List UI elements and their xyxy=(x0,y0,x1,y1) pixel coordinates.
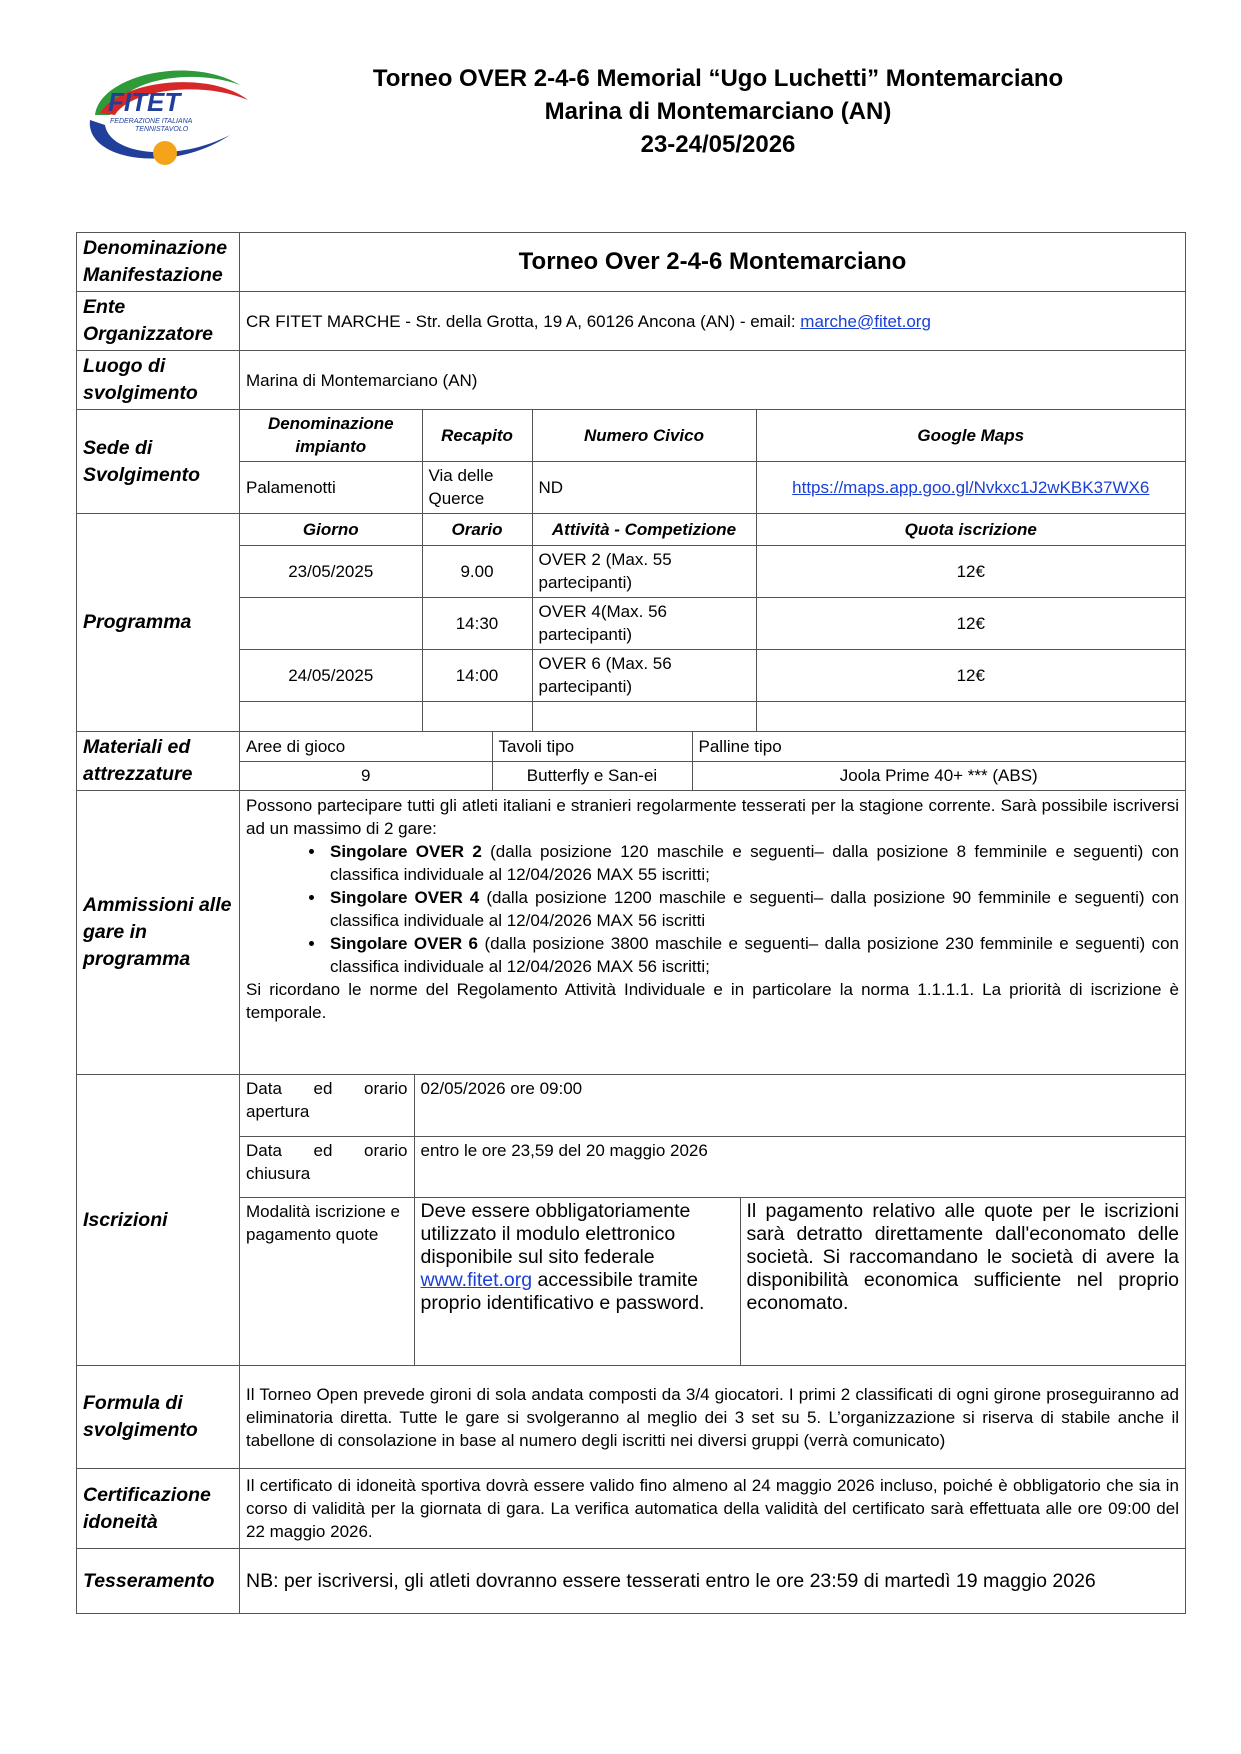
materiali-table xyxy=(240,732,1185,790)
logo-ball xyxy=(153,141,177,165)
empty-cell xyxy=(756,701,1185,731)
ammissioni-item-text: (dalla posizione 1200 maschile e seguenti– dalla posizione 90 femminile e seguenti) con classifica individuale al 12/04/2026 MAX 56 iscritti xyxy=(330,888,1180,930)
prog-attivita: OVER 2 (Max. 55 partecipanti) xyxy=(532,545,756,597)
label-tesseramento: Tesseramento xyxy=(77,1549,240,1614)
organizer-email-link[interactable]: marche@fitet.org xyxy=(800,311,931,331)
ammissioni-cell xyxy=(240,791,1186,1075)
row-ammissioni xyxy=(77,791,1186,1075)
prog-giorno: 23/05/2025 xyxy=(240,545,422,597)
empty-cell xyxy=(422,701,532,731)
sede-recapito: Via delle Querce xyxy=(422,461,532,513)
apertura-label: Data ed orario apertura xyxy=(240,1075,414,1136)
venue-location: Marina di Montemarciano (AN) xyxy=(240,351,1186,410)
label-luogo: Luogo di svolgimento xyxy=(77,351,240,410)
apertura-value: 02/05/2026 ore 09:00 xyxy=(414,1075,1185,1136)
google-maps-link[interactable]: https://maps.app.goo.gl/Nvkxc1J2wKBK37WX6 xyxy=(792,477,1150,497)
prog-row xyxy=(240,649,1185,701)
header-title: Torneo OVER 2-4-6 Memorial “Ugo Luchetti” Montemarciano xyxy=(372,65,1064,92)
mat-header-palline: Palline tipo xyxy=(692,732,1185,761)
logo-subtitle-1: FEDERAZIONE ITALIANA xyxy=(110,118,193,125)
document-header xyxy=(255,62,1181,161)
ammissioni-item xyxy=(326,840,1179,886)
tesseramento-text: NB: per iscriversi, gli atleti dovranno essere tesserati entro le ore 23:59 di martedì 19 maggio 2026 xyxy=(240,1549,1186,1614)
prog-header-orario: Orario xyxy=(422,514,532,545)
modalita-cell xyxy=(414,1197,740,1365)
sede-civico: ND xyxy=(532,461,756,513)
ammissioni-item xyxy=(326,932,1179,978)
event-name: Torneo Over 2-4-6 Montemarciano xyxy=(240,233,1186,292)
sede-cell xyxy=(240,410,1186,514)
ammissioni-item-title: Singolare OVER 2 xyxy=(330,842,482,861)
header-dates: 23-24/05/2026 xyxy=(640,131,796,158)
mat-aree: 9 xyxy=(240,761,492,790)
empty-cell xyxy=(240,701,422,731)
prog-attivita: OVER 6 (Max. 56 partecipanti) xyxy=(532,649,756,701)
fitet-logo xyxy=(80,55,255,175)
row-certificazione xyxy=(77,1469,1186,1549)
pagamento-text: Il pagamento relativo alle quote per le iscrizioni sarà detratto direttamente dall'economato delle società. Si raccomandano le società di avere la disponibilità economica sufficiente nel proprio economato. xyxy=(740,1197,1185,1365)
label-ente: Ente Organizzatore xyxy=(77,292,240,351)
prog-attivita: OVER 4(Max. 56 partecipanti) xyxy=(532,597,756,649)
certificazione-text: Il certificato di idoneità sportiva dovrà essere valido fino almeno al 24 maggio 2026 incluso, poiché è obbligatorio che sia in corso di validità per la giornata di gara. La verifica automatica della validità del certificato sarà effettuata alle ore 09:00 del 22 maggio 2026. xyxy=(240,1469,1186,1549)
label-denominazione: Denominazione Manifestazione xyxy=(77,233,240,292)
empty-cell xyxy=(532,701,756,731)
row-ente xyxy=(77,292,1186,351)
label-ammissioni: Ammissioni alle gare in programma xyxy=(77,791,240,1075)
sede-header-civico: Numero Civico xyxy=(532,410,756,461)
chiusura-value: entro le ore 23,59 del 20 maggio 2026 xyxy=(414,1136,1185,1197)
logo-subtitle-2: TENNISTAVOLO xyxy=(135,126,189,133)
prog-quota: 12€ xyxy=(756,545,1185,597)
sede-table xyxy=(240,410,1185,513)
sede-header-recapito: Recapito xyxy=(422,410,532,461)
ammissioni-item-title: Singolare OVER 6 xyxy=(330,934,478,953)
ammissioni-item-text: (dalla posizione 120 maschile e seguenti– dalla posizione 8 femminile e seguenti) con classifica individuale al 12/04/2026 MAX 55 iscritti; xyxy=(330,842,1179,884)
modalita-text-1: Deve essere obbligatoriamente utilizzato il modulo elettronico disponibile sul sito federale xyxy=(420,1199,691,1268)
organizer-cell xyxy=(240,292,1186,351)
label-iscrizioni: Iscrizioni xyxy=(77,1075,240,1366)
prog-quota: 12€ xyxy=(756,649,1185,701)
ammissioni-item-title: Singolare OVER 4 xyxy=(330,888,480,907)
row-sede xyxy=(77,410,1186,514)
mat-palline: Joola Prime 40+ *** (ABS) xyxy=(692,761,1185,790)
header-location: Marina di Montemarciano (AN) xyxy=(544,98,892,125)
sede-header-impianto: Denominazione impianto xyxy=(240,410,422,461)
materiali-cell xyxy=(240,732,1186,791)
chiusura-label: Data ed orario chiusura xyxy=(240,1136,414,1197)
row-iscrizioni xyxy=(77,1075,1186,1366)
row-formula xyxy=(77,1366,1186,1469)
modalita-label: Modalità iscrizione e pagamento quote xyxy=(240,1197,414,1365)
mat-header-aree: Aree di gioco xyxy=(240,732,492,761)
label-formula: Formula di svolgimento xyxy=(77,1366,240,1469)
prog-header-quota: Quota iscrizione xyxy=(756,514,1185,545)
prog-orario: 9.00 xyxy=(422,545,532,597)
prog-row xyxy=(240,545,1185,597)
mat-header-tavoli: Tavoli tipo xyxy=(492,732,692,761)
prog-row xyxy=(240,597,1185,649)
row-programma xyxy=(77,514,1186,732)
ammissioni-intro: Possono partecipare tutti gli atleti italiani e stranieri regolarmente tesserati per la stagione corrente. Sarà possibile iscriversi ad un massimo di 2 gare: xyxy=(246,796,1179,838)
row-tesseramento xyxy=(77,1549,1186,1614)
prog-header-attivita: Attività - Competizione xyxy=(532,514,756,545)
row-luogo xyxy=(77,351,1186,410)
prog-orario: 14:30 xyxy=(422,597,532,649)
label-certificazione: Certificazione idoneità xyxy=(77,1469,240,1549)
label-programma: Programma xyxy=(77,514,240,732)
prog-giorno: 24/05/2025 xyxy=(240,649,422,701)
prog-giorno xyxy=(240,597,422,649)
label-materiali: Materiali ed attrezzature xyxy=(77,732,240,791)
formula-text: Il Torneo Open prevede gironi di sola andata composti da 3/4 giocatori. I primi 2 classificati di ogni girone proseguiranno ad eliminatoria diretta. Tutte le gare si svolgeranno al meglio dei 3 set su 5. L’organizzazione si riserva di stabile anche il tabellone di consolazione in base al numero degli iscritti nei diversi gruppi (verrà comunicato) xyxy=(240,1366,1186,1469)
sede-impianto: Palamenotti xyxy=(240,461,422,513)
prog-row-empty xyxy=(240,701,1185,731)
prog-header-giorno: Giorno xyxy=(240,514,422,545)
ammissioni-item-text: (dalla posizione 3800 maschile e seguenti– dalla posizione 230 femminile e seguenti) con classifica individuale al 12/04/2026 MAX 56 iscritti; xyxy=(330,934,1179,976)
row-materiali xyxy=(77,732,1186,791)
fitet-site-link[interactable]: www.fitet.org xyxy=(420,1268,533,1291)
ammissioni-item xyxy=(326,886,1179,932)
ammissioni-outro: Si ricordano le norme del Regolamento Attività Individuale e in particolare la norma 1.1.1.1. La priorità di iscrizione è temporale. xyxy=(246,980,1179,1022)
iscrizioni-cell xyxy=(240,1075,1186,1366)
sede-header-maps: Google Maps xyxy=(756,410,1185,461)
ammissioni-list xyxy=(246,840,1179,978)
row-denominazione xyxy=(77,233,1186,292)
iscrizioni-table xyxy=(240,1075,1185,1365)
programma-table xyxy=(240,514,1185,731)
prog-orario: 14:00 xyxy=(422,649,532,701)
sede-maps-cell xyxy=(756,461,1185,513)
modalita-text-2: accessibile tramite proprio identificativo e password. xyxy=(420,1268,705,1314)
programma-cell xyxy=(240,514,1186,732)
tournament-info-table xyxy=(76,232,1186,1614)
organizer-text: CR FITET MARCHE - Str. della Grotta, 19 A, 60126 Ancona (AN) - email: xyxy=(246,311,801,331)
logo-wordmark: FITET xyxy=(108,87,181,117)
mat-tavoli: Butterfly e San-ei xyxy=(492,761,692,790)
label-sede: Sede di Svolgimento xyxy=(77,410,240,514)
prog-quota: 12€ xyxy=(756,597,1185,649)
